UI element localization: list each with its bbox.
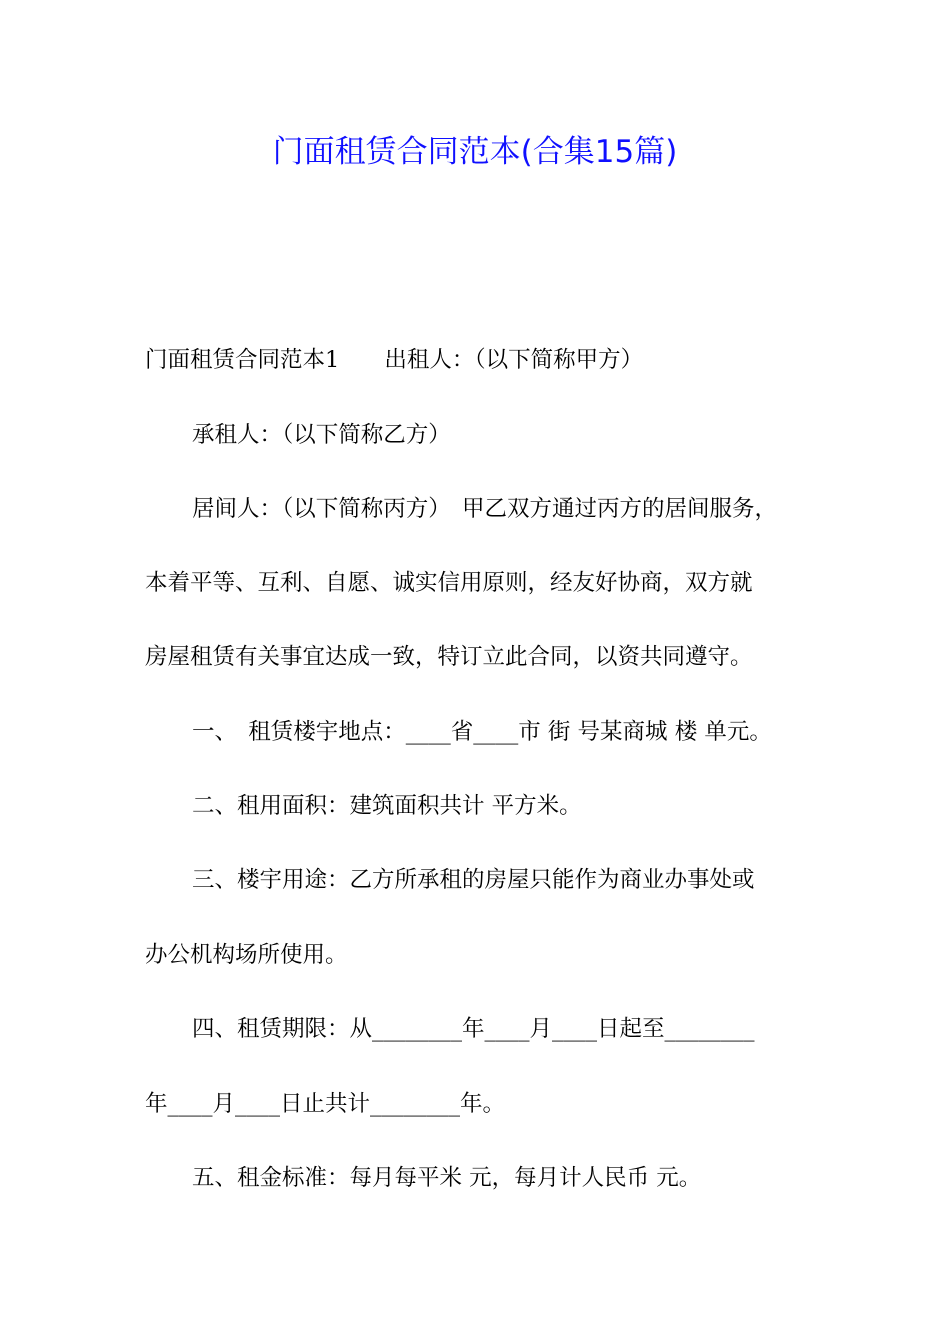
paragraph-line: 门面租赁合同范本1 出租人：（以下简称甲方） [145, 347, 644, 373]
document-title: 门面租赁合同范本(合集15篇) [272, 134, 678, 170]
paragraph-line: 承租人：（以下简称乙方） [192, 422, 451, 448]
paragraph-line: 二、租用面积：建筑面积共计 平方米。 [192, 793, 582, 819]
paragraph-line: 四、租赁期限：从________年____月____日起至________ [192, 1016, 755, 1042]
paragraph-line: 房屋租赁有关事宜达成一致，特订立此合同，以资共同遵守。 [145, 644, 753, 670]
paragraph-line: 办公机构场所使用。 [145, 942, 348, 968]
paragraph-line: 五、租金标准：每月每平米 元，每月计人民币 元。 [192, 1165, 702, 1191]
paragraph-line: 一、 租赁楼宇地点：____省____市 街 号某商城 楼 单元。 [192, 719, 772, 745]
paragraph-line: 居间人：（以下简称丙方） 甲乙双方通过丙方的居间服务， [192, 496, 778, 522]
paragraph-line: 年____月____日止共计________年。 [145, 1091, 506, 1117]
paragraph-line: 本着平等、互利、自愿、诚实信用原则，经友好协商，双方就 [145, 570, 753, 596]
paragraph-line: 三、楼宇用途：乙方所承租的房屋只能作为商业办事处或 [192, 867, 755, 893]
